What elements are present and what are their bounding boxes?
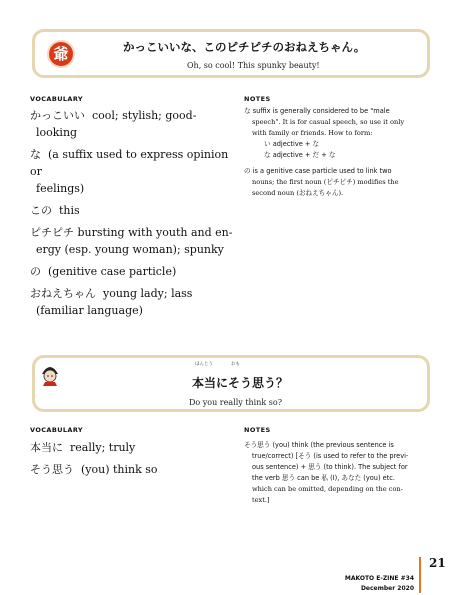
page-number: 21	[429, 556, 446, 570]
phrase-banner-2	[32, 355, 430, 412]
notes-heading-2: NOTES	[244, 426, 271, 434]
phrase-title-en: Do you really think so?	[189, 398, 282, 407]
zine-title: MAKOTO E-ZINE #34	[344, 575, 414, 582]
note-item: な suffix is generally considered to be "male speech". It is for casual speech, so use it only with family or friends. How to form: い adjective + な な adjective + だ + な	[244, 107, 405, 159]
footer-divider	[419, 557, 421, 593]
phrase-title-jp: 本当にそう思う？	[192, 376, 289, 390]
phrase-title-en: Oh, so cool! This spunky beauty!	[187, 61, 320, 70]
notes-1	[244, 106, 424, 204]
vocab-item: な (a suffix used to express opinion or feelings)	[30, 148, 229, 195]
phrase-banner-1	[32, 29, 430, 78]
character-avatar-icon	[39, 362, 61, 386]
notes-2	[244, 440, 424, 511]
note-item: そう思う (you) think (the previous sentence is true/correct) [そう (is used to refer to the previ- ous sentence) + 思う (to think). The subject for the verb 思う can be 私 (I), あなた (you) etc. which can be omitted, depending on the con- text.]	[244, 441, 409, 504]
vocab-heading-1: VOCABULARY	[30, 95, 84, 103]
vocab-item: この this	[30, 204, 80, 217]
vocab-item: そう思う (you) think so	[30, 463, 158, 476]
furigana: ほんとう	[195, 362, 213, 367]
issue-date: December 2020	[360, 585, 414, 592]
vocab-item: の (genitive case particle)	[30, 265, 177, 278]
vocab-list-1	[30, 107, 235, 324]
vocab-item: かっこいい cool; stylish; good- looking	[30, 109, 197, 139]
furigana: おも	[231, 362, 240, 367]
phrase-title-jp: かっこいいな、このピチピチのおねえちゃん。	[123, 40, 366, 54]
vocab-list-2	[30, 439, 235, 483]
notes-heading-1: NOTES	[244, 95, 271, 103]
seal-icon: 爺	[47, 40, 75, 68]
vocab-heading-2: VOCABULARY	[30, 426, 84, 434]
vocab-item: ピチピチ bursting with youth and en- ergy (esp. young woman); spunky	[30, 226, 233, 256]
vocab-item: おねえちゃん young lady; lass (familiar language)	[30, 287, 193, 317]
vocab-item: 本当に really; truly	[30, 441, 136, 454]
note-item: の is a genitive case particle used to link two nouns; the first noun (ピチピチ) modifies the second noun (おねえちゃん).	[244, 167, 399, 197]
